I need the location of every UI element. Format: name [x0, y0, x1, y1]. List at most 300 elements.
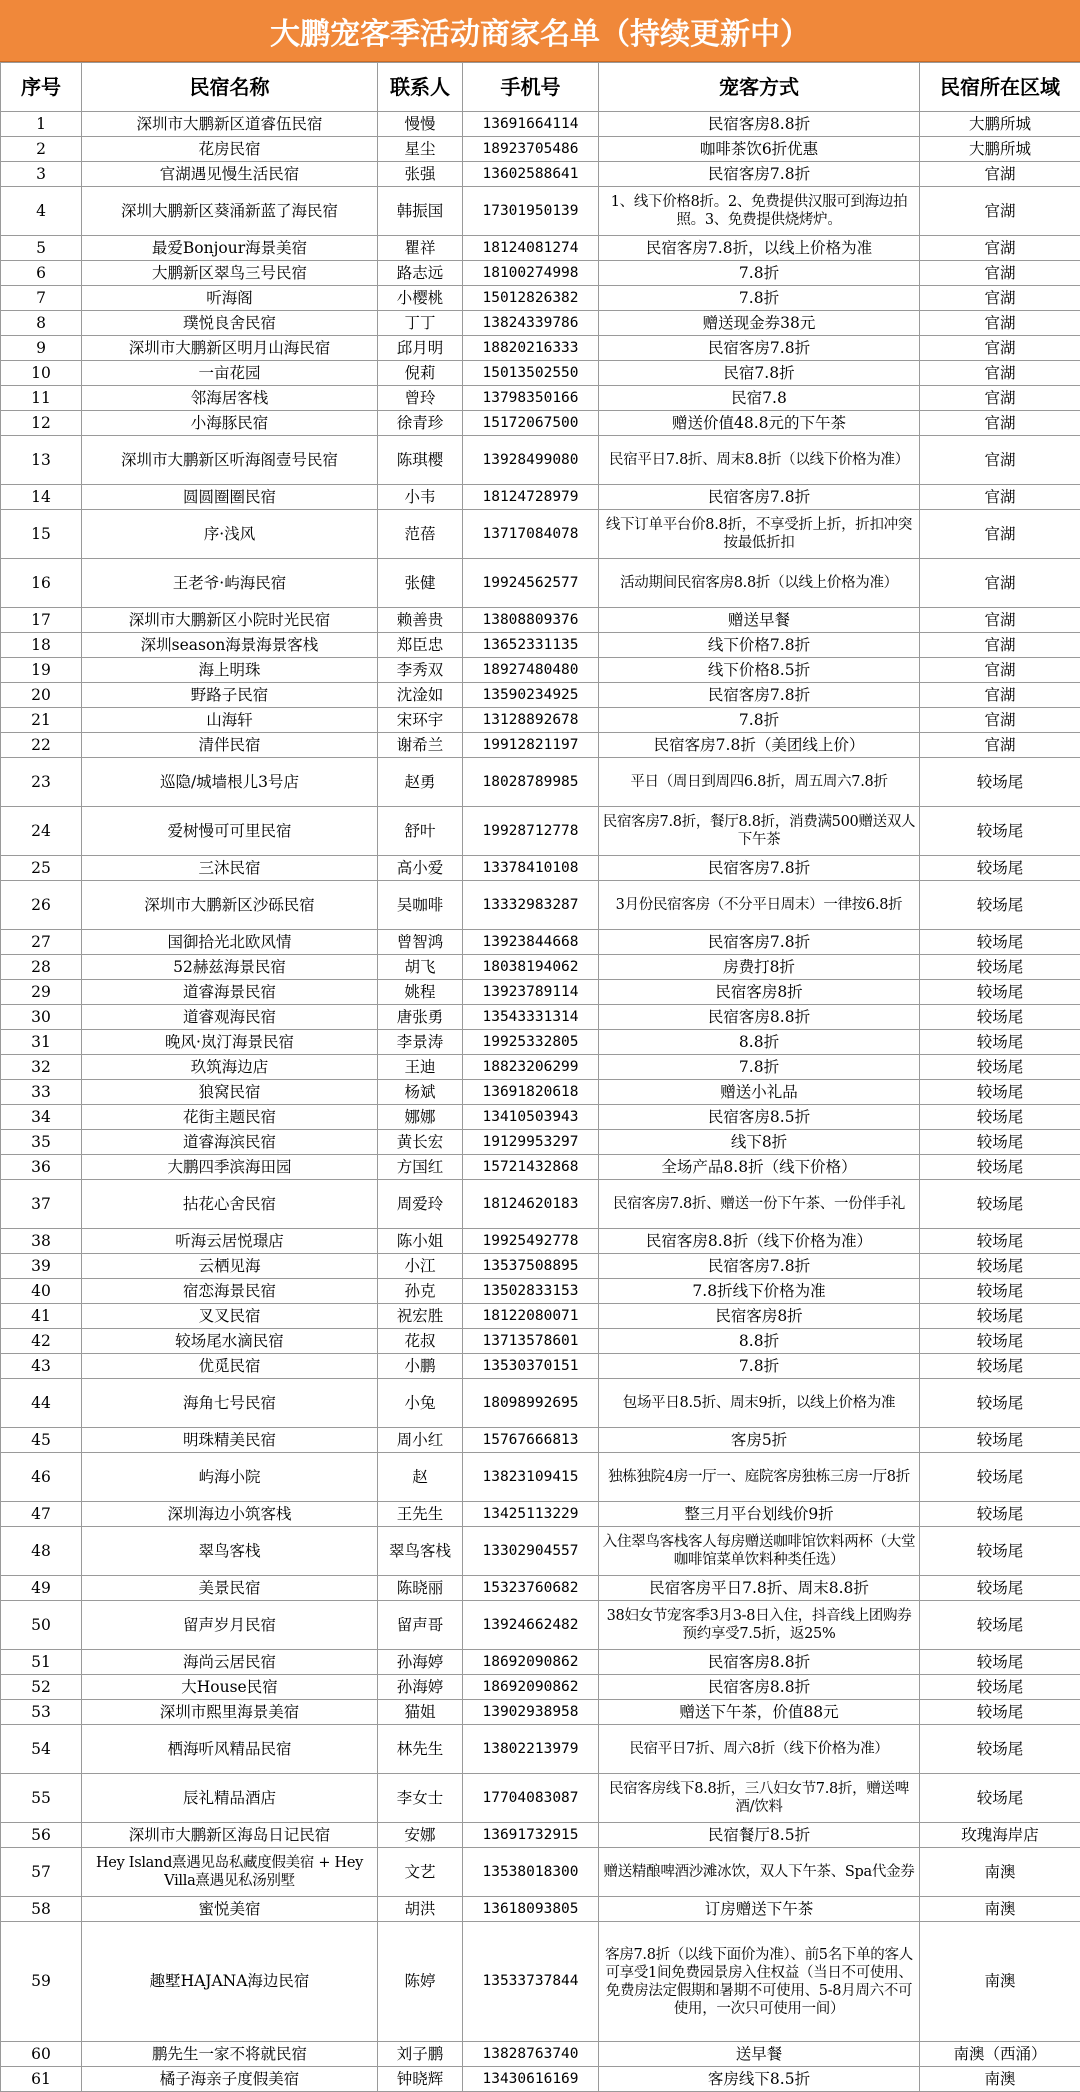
lodging-name: 深圳season海景海景客栈 — [82, 633, 378, 658]
phone-number: 13602588641 — [463, 162, 599, 187]
area-name: 南澳 — [920, 1922, 1080, 2042]
offer-text: 赠送下午茶，价值88元 — [599, 1700, 920, 1725]
lodging-name: 小海豚民宿 — [82, 411, 378, 436]
contact-name: 高小爱 — [378, 856, 463, 881]
row-index: 43 — [1, 1354, 82, 1379]
area-name: 较场尾 — [920, 1601, 1080, 1650]
phone-number: 13590234925 — [463, 683, 599, 708]
phone-number: 17704083087 — [463, 1774, 599, 1823]
area-name: 较场尾 — [920, 1279, 1080, 1304]
lodging-name: 最爱Bonjour海景美宿 — [82, 236, 378, 261]
row-index: 5 — [1, 236, 82, 261]
table-row — [1, 1055, 1080, 1080]
phone-number: 13828763740 — [463, 2042, 599, 2067]
offer-text: 民宿客房7.8折 — [599, 336, 920, 361]
col-header-name: 民宿名称 — [82, 63, 378, 112]
lodging-name: 宿恋海景民宿 — [82, 1279, 378, 1304]
lodging-name: 山海轩 — [82, 708, 378, 733]
row-index: 14 — [1, 485, 82, 510]
phone-number: 18100274998 — [463, 261, 599, 286]
contact-name: 孙克 — [378, 1279, 463, 1304]
lodging-name: 深圳大鹏新区葵涌新蓝了海民宿 — [82, 187, 378, 236]
area-name: 较场尾 — [920, 1155, 1080, 1180]
offer-text: 7.8折 — [599, 286, 920, 311]
table-row — [1, 1005, 1080, 1030]
row-index: 33 — [1, 1080, 82, 1105]
row-index: 56 — [1, 1823, 82, 1848]
phone-number: 13923844668 — [463, 930, 599, 955]
table-row — [1, 856, 1080, 881]
table-row — [1, 1304, 1080, 1329]
row-index: 60 — [1, 2042, 82, 2067]
lodging-name: 较场尾水滴民宿 — [82, 1329, 378, 1354]
row-index: 15 — [1, 510, 82, 559]
lodging-name: 深圳市大鹏新区沙砾民宿 — [82, 881, 378, 930]
area-name: 南澳 — [920, 1848, 1080, 1897]
table-row — [1, 1848, 1080, 1897]
contact-name: 李秀双 — [378, 658, 463, 683]
phone-number: 18823206299 — [463, 1055, 599, 1080]
table-row — [1, 1329, 1080, 1354]
area-name: 较场尾 — [920, 1428, 1080, 1453]
contact-name: 钟晓辉 — [378, 2067, 463, 2092]
table-row — [1, 708, 1080, 733]
offer-text: 民宿客房线下8.8折，三八妇女节7.8折，赠送啤酒/饮料 — [599, 1774, 920, 1823]
phone-number: 13430616169 — [463, 2067, 599, 2092]
row-index: 13 — [1, 436, 82, 485]
area-name: 大鹏所城 — [920, 112, 1080, 137]
lodging-name: 大House民宿 — [82, 1675, 378, 1700]
lodging-name: 一亩花园 — [82, 361, 378, 386]
table-row — [1, 930, 1080, 955]
table-row — [1, 1601, 1080, 1650]
contact-name: 王先生 — [378, 1502, 463, 1527]
phone-number: 13537508895 — [463, 1254, 599, 1279]
offer-text: 民宿客房7.8折 — [599, 162, 920, 187]
row-index: 28 — [1, 955, 82, 980]
offer-text: 平日（周日到周四6.8折，周五周六7.8折 — [599, 758, 920, 807]
contact-name: 邱月明 — [378, 336, 463, 361]
area-name: 官湖 — [920, 236, 1080, 261]
offer-text: 民宿客房8.5折 — [599, 1105, 920, 1130]
table-row — [1, 1502, 1080, 1527]
row-index: 31 — [1, 1030, 82, 1055]
merchant-table — [0, 62, 1080, 2092]
table-row — [1, 162, 1080, 187]
contact-name: 杨斌 — [378, 1080, 463, 1105]
lodging-name: 深圳市大鹏新区海岛日记民宿 — [82, 1823, 378, 1848]
table-row — [1, 510, 1080, 559]
phone-number: 19928712778 — [463, 807, 599, 856]
contact-name: 安娜 — [378, 1823, 463, 1848]
lodging-name: 花街主题民宿 — [82, 1105, 378, 1130]
lodging-name: 璞悦良舍民宿 — [82, 311, 378, 336]
offer-text: 7.8折 — [599, 1055, 920, 1080]
contact-name: 陈晓丽 — [378, 1576, 463, 1601]
offer-text: 民宿客房7.8折（美团线上价） — [599, 733, 920, 758]
phone-number: 13808809376 — [463, 608, 599, 633]
phone-number: 13378410108 — [463, 856, 599, 881]
area-name: 南澳 — [920, 1897, 1080, 1922]
offer-text: 客房线下8.5折 — [599, 2067, 920, 2092]
contact-name: 猫姐 — [378, 1700, 463, 1725]
lodging-name: 叉叉民宿 — [82, 1304, 378, 1329]
table-row — [1, 286, 1080, 311]
table-row — [1, 955, 1080, 980]
phone-number: 18124728979 — [463, 485, 599, 510]
lodging-name: 栖海听风精品民宿 — [82, 1725, 378, 1774]
row-index: 42 — [1, 1329, 82, 1354]
row-index: 45 — [1, 1428, 82, 1453]
lodging-name: 晚风·岚汀海景民宿 — [82, 1030, 378, 1055]
row-index: 19 — [1, 658, 82, 683]
offer-text: 咖啡茶饮6折优惠 — [599, 137, 920, 162]
row-index: 50 — [1, 1601, 82, 1650]
row-index: 54 — [1, 1725, 82, 1774]
phone-number: 15012826382 — [463, 286, 599, 311]
phone-number: 13128892678 — [463, 708, 599, 733]
area-name: 官湖 — [920, 336, 1080, 361]
phone-number: 13802213979 — [463, 1725, 599, 1774]
offer-text: 送早餐 — [599, 2042, 920, 2067]
contact-name: 唐张勇 — [378, 1005, 463, 1030]
contact-name: 孙海婷 — [378, 1675, 463, 1700]
area-name: 官湖 — [920, 733, 1080, 758]
phone-number: 13425113229 — [463, 1502, 599, 1527]
contact-name: 陈小姐 — [378, 1229, 463, 1254]
area-name: 官湖 — [920, 658, 1080, 683]
contact-name: 徐青珍 — [378, 411, 463, 436]
table-row — [1, 1229, 1080, 1254]
phone-number: 13691664114 — [463, 112, 599, 137]
lodging-name: 海上明珠 — [82, 658, 378, 683]
lodging-name: 大鹏四季滨海田园 — [82, 1155, 378, 1180]
row-index: 26 — [1, 881, 82, 930]
table-row — [1, 1774, 1080, 1823]
area-name: 较场尾 — [920, 856, 1080, 881]
row-index: 10 — [1, 361, 82, 386]
phone-number: 18923705486 — [463, 137, 599, 162]
contact-name: 沈淦如 — [378, 683, 463, 708]
offer-text: 线下价格8.5折 — [599, 658, 920, 683]
contact-name: 小兔 — [378, 1379, 463, 1428]
area-name: 较场尾 — [920, 1774, 1080, 1823]
lodging-name: 王老爷·屿海民宿 — [82, 559, 378, 608]
table-row — [1, 336, 1080, 361]
offer-text: 赠送现金券38元 — [599, 311, 920, 336]
area-name: 较场尾 — [920, 1576, 1080, 1601]
lodging-name: 清伴民宿 — [82, 733, 378, 758]
table-row — [1, 1453, 1080, 1502]
row-index: 49 — [1, 1576, 82, 1601]
row-index: 12 — [1, 411, 82, 436]
table-row — [1, 112, 1080, 137]
row-index: 1 — [1, 112, 82, 137]
area-name: 较场尾 — [920, 1304, 1080, 1329]
lodging-name: 拈花心舍民宿 — [82, 1180, 378, 1229]
contact-name: 舒叶 — [378, 807, 463, 856]
lodging-name: 爱树慢可可里民宿 — [82, 807, 378, 856]
phone-number: 13618093805 — [463, 1897, 599, 1922]
contact-name: 小樱桃 — [378, 286, 463, 311]
table-row — [1, 1650, 1080, 1675]
row-index: 53 — [1, 1700, 82, 1725]
table-row — [1, 1379, 1080, 1428]
row-index: 58 — [1, 1897, 82, 1922]
area-name: 官湖 — [920, 187, 1080, 236]
row-index: 9 — [1, 336, 82, 361]
area-name: 较场尾 — [920, 1055, 1080, 1080]
table-row — [1, 1105, 1080, 1130]
offer-text: 民宿7.8 — [599, 386, 920, 411]
contact-name: 周小红 — [378, 1428, 463, 1453]
phone-number: 19924562577 — [463, 559, 599, 608]
area-name: 较场尾 — [920, 1675, 1080, 1700]
lodging-name: 道睿海景民宿 — [82, 980, 378, 1005]
lodging-name: 邻海居客栈 — [82, 386, 378, 411]
area-name: 官湖 — [920, 608, 1080, 633]
header-row — [1, 63, 1080, 112]
lodging-name: 蜜悦美宿 — [82, 1897, 378, 1922]
table-row — [1, 658, 1080, 683]
table-row — [1, 1823, 1080, 1848]
table-row — [1, 1180, 1080, 1229]
contact-name: 小韦 — [378, 485, 463, 510]
row-index: 11 — [1, 386, 82, 411]
offer-text: 客房7.8折（以线下面价为准）、前5名下单的客人可享受1间免费园景房入住权益（当日不可使用、免费房法定假期和暑期不可使用、5-8月周六不可使用，一次只可使用一间） — [599, 1922, 920, 2042]
table-row — [1, 1354, 1080, 1379]
contact-name: 路志远 — [378, 261, 463, 286]
offer-text: 民宿客房7.8折，餐厅8.8折，消费满500赠送双人下午茶 — [599, 807, 920, 856]
offer-text: 民宿7.8折 — [599, 361, 920, 386]
row-index: 55 — [1, 1774, 82, 1823]
offer-text: 7.8折 — [599, 1354, 920, 1379]
offer-text: 民宿客房8.8折 — [599, 112, 920, 137]
contact-name: 花叔 — [378, 1329, 463, 1354]
area-name: 较场尾 — [920, 930, 1080, 955]
row-index: 37 — [1, 1180, 82, 1229]
table-row — [1, 758, 1080, 807]
contact-name: 翠鸟客栈 — [378, 1527, 463, 1576]
row-index: 4 — [1, 187, 82, 236]
contact-name: 张健 — [378, 559, 463, 608]
lodging-name: 花房民宿 — [82, 137, 378, 162]
area-name: 较场尾 — [920, 980, 1080, 1005]
contact-name: 张强 — [378, 162, 463, 187]
table-row — [1, 559, 1080, 608]
lodging-name: 官湖遇见慢生活民宿 — [82, 162, 378, 187]
table-row — [1, 1428, 1080, 1453]
row-index: 21 — [1, 708, 82, 733]
offer-text: 民宿平日7折、周六8折（线下价格为准） — [599, 1725, 920, 1774]
area-name: 较场尾 — [920, 1354, 1080, 1379]
offer-text: 线下订单平台价8.8折，不享受折上折，折扣冲突按最低折扣 — [599, 510, 920, 559]
phone-number: 13823109415 — [463, 1453, 599, 1502]
phone-number: 13332983287 — [463, 881, 599, 930]
offer-text: 民宿客房7.8折 — [599, 1254, 920, 1279]
offer-text: 民宿客房8折 — [599, 980, 920, 1005]
phone-number: 19925492778 — [463, 1229, 599, 1254]
table-row — [1, 436, 1080, 485]
area-name: 较场尾 — [920, 1105, 1080, 1130]
offer-text: 1、线下价格8折。2、免费提供汉服可到海边拍照。3、免费提供烧烤炉。 — [599, 187, 920, 236]
contact-name: 王迪 — [378, 1055, 463, 1080]
table-row — [1, 1576, 1080, 1601]
contact-name: 留声哥 — [378, 1601, 463, 1650]
offer-text: 7.8折 — [599, 708, 920, 733]
area-name: 官湖 — [920, 436, 1080, 485]
row-index: 16 — [1, 559, 82, 608]
row-index: 2 — [1, 137, 82, 162]
table-row — [1, 1922, 1080, 2042]
area-name: 较场尾 — [920, 1329, 1080, 1354]
row-index: 30 — [1, 1005, 82, 1030]
table-row — [1, 2042, 1080, 2067]
contact-name: 慢慢 — [378, 112, 463, 137]
lodging-name: 深圳市大鹏新区小院时光民宿 — [82, 608, 378, 633]
lodging-name: 深圳市大鹏新区道睿伍民宿 — [82, 112, 378, 137]
area-name: 官湖 — [920, 485, 1080, 510]
area-name: 较场尾 — [920, 1650, 1080, 1675]
lodging-name: 深圳市大鹏新区明月山海民宿 — [82, 336, 378, 361]
row-index: 39 — [1, 1254, 82, 1279]
row-index: 3 — [1, 162, 82, 187]
contact-name: 文艺 — [378, 1848, 463, 1897]
lodging-name: 三沐民宿 — [82, 856, 378, 881]
area-name: 较场尾 — [920, 1180, 1080, 1229]
lodging-name: 狼窝民宿 — [82, 1080, 378, 1105]
area-name: 较场尾 — [920, 955, 1080, 980]
phone-number: 19925332805 — [463, 1030, 599, 1055]
offer-text: 3月份民宿客房（不分平日周末）一律按6.8折 — [599, 881, 920, 930]
contact-name: 赖善贵 — [378, 608, 463, 633]
phone-number: 18098992695 — [463, 1379, 599, 1428]
offer-text: 订房赠送下午茶 — [599, 1897, 920, 1922]
row-index: 52 — [1, 1675, 82, 1700]
area-name: 较场尾 — [920, 1254, 1080, 1279]
lodging-name: 辰礼精品酒店 — [82, 1774, 378, 1823]
lodging-name: 翠鸟客栈 — [82, 1527, 378, 1576]
area-name: 官湖 — [920, 633, 1080, 658]
phone-number: 13924662482 — [463, 1601, 599, 1650]
area-name: 玫瑰海岸店 — [920, 1823, 1080, 1848]
contact-name: 韩振国 — [378, 187, 463, 236]
lodging-name: 明珠精美民宿 — [82, 1428, 378, 1453]
phone-number: 19912821197 — [463, 733, 599, 758]
contact-name: 祝宏胜 — [378, 1304, 463, 1329]
area-name: 较场尾 — [920, 1725, 1080, 1774]
phone-number: 18124081274 — [463, 236, 599, 261]
phone-number: 18028789985 — [463, 758, 599, 807]
contact-name: 丁丁 — [378, 311, 463, 336]
table-row — [1, 411, 1080, 436]
lodging-name: 野路子民宿 — [82, 683, 378, 708]
area-name: 较场尾 — [920, 1080, 1080, 1105]
row-index: 17 — [1, 608, 82, 633]
row-index: 44 — [1, 1379, 82, 1428]
table-row — [1, 980, 1080, 1005]
offer-text: 民宿客房8折 — [599, 1304, 920, 1329]
lodging-name: 橘子海亲子度假美宿 — [82, 2067, 378, 2092]
lodging-name: 深圳市大鹏新区听海阁壹号民宿 — [82, 436, 378, 485]
contact-name: 郑臣忠 — [378, 633, 463, 658]
contact-name: 范蓓 — [378, 510, 463, 559]
table-row — [1, 236, 1080, 261]
row-index: 25 — [1, 856, 82, 881]
contact-name: 李女士 — [378, 1774, 463, 1823]
phone-number: 13717084078 — [463, 510, 599, 559]
table-row — [1, 633, 1080, 658]
row-index: 38 — [1, 1229, 82, 1254]
table-row — [1, 881, 1080, 930]
contact-name: 小鹏 — [378, 1354, 463, 1379]
offer-text: 全场产品8.8折（线下价格） — [599, 1155, 920, 1180]
phone-number: 13902938958 — [463, 1700, 599, 1725]
area-name: 较场尾 — [920, 1005, 1080, 1030]
row-index: 61 — [1, 2067, 82, 2092]
lodging-name: 海尚云居民宿 — [82, 1650, 378, 1675]
area-name: 南澳 — [920, 2067, 1080, 2092]
col-header-contact: 联系人 — [378, 63, 463, 112]
lodging-name: 深圳海边小筑客栈 — [82, 1502, 378, 1527]
phone-number: 13691820618 — [463, 1080, 599, 1105]
offer-text: 民宿餐厅8.5折 — [599, 1823, 920, 1848]
offer-text: 7.8折 — [599, 261, 920, 286]
lodging-name: 听海云居悦璟店 — [82, 1229, 378, 1254]
contact-name: 林先生 — [378, 1725, 463, 1774]
row-index: 47 — [1, 1502, 82, 1527]
table-row — [1, 1279, 1080, 1304]
table-row — [1, 1725, 1080, 1774]
contact-name: 孙海婷 — [378, 1650, 463, 1675]
area-name: 较场尾 — [920, 758, 1080, 807]
contact-name: 曾玲 — [378, 386, 463, 411]
area-name: 较场尾 — [920, 1502, 1080, 1527]
phone-number: 18038194062 — [463, 955, 599, 980]
area-name: 官湖 — [920, 411, 1080, 436]
phone-number: 13652331135 — [463, 633, 599, 658]
contact-name: 黄长宏 — [378, 1130, 463, 1155]
lodging-name: 大鹏新区翠鸟三号民宿 — [82, 261, 378, 286]
contact-name: 李景涛 — [378, 1030, 463, 1055]
phone-number: 13410503943 — [463, 1105, 599, 1130]
row-index: 8 — [1, 311, 82, 336]
contact-name: 宋环宇 — [378, 708, 463, 733]
page-title: 大鹏宠客季活动商家名单（持续更新中） — [0, 0, 1080, 62]
contact-name: 曾智鸿 — [378, 930, 463, 955]
area-name: 较场尾 — [920, 1229, 1080, 1254]
lodging-name: 美景民宿 — [82, 1576, 378, 1601]
offer-text: 赠送价值48.8元的下午茶 — [599, 411, 920, 436]
row-index: 48 — [1, 1527, 82, 1576]
area-name: 较场尾 — [920, 1527, 1080, 1576]
offer-text: 赠送精酿啤酒沙滩冰饮，双人下午茶、Spa代金券 — [599, 1848, 920, 1897]
contact-name: 陈婷 — [378, 1922, 463, 2042]
row-index: 57 — [1, 1848, 82, 1897]
row-index: 59 — [1, 1922, 82, 2042]
area-name: 官湖 — [920, 261, 1080, 286]
table-row — [1, 187, 1080, 236]
area-name: 较场尾 — [920, 807, 1080, 856]
contact-name: 赵 — [378, 1453, 463, 1502]
table-row — [1, 2067, 1080, 2092]
table-row — [1, 1030, 1080, 1055]
phone-number: 13928499080 — [463, 436, 599, 485]
table-row — [1, 485, 1080, 510]
row-index: 35 — [1, 1130, 82, 1155]
table-row — [1, 1080, 1080, 1105]
table-row — [1, 683, 1080, 708]
